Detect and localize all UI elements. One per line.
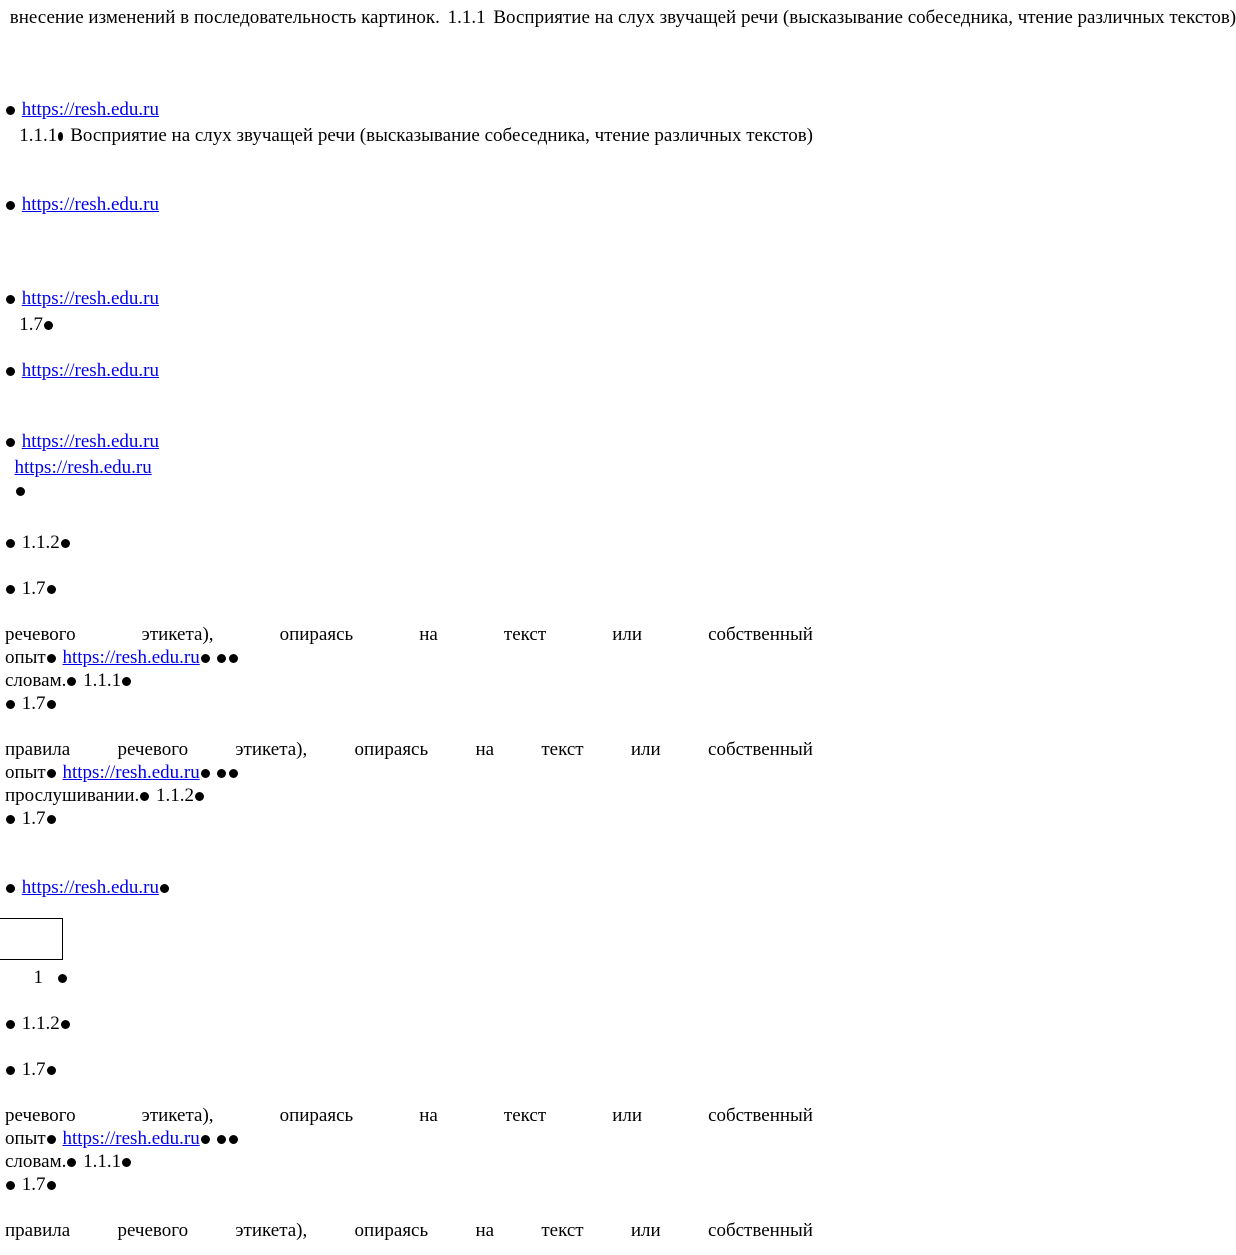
resh-link[interactable]: https://resh.edu.ru <box>21 194 159 215</box>
row-number: 1 <box>33 967 43 988</box>
resh-link[interactable]: https://resh.edu.ru <box>62 762 200 783</box>
text-line <box>5 1081 813 1104</box>
bullet-icon <box>217 654 226 663</box>
text-line <box>5 218 813 241</box>
table-cell-border <box>0 918 63 960</box>
resh-link[interactable]: https://resh.edu.ru <box>21 99 159 120</box>
text-line <box>5 98 813 121</box>
resh-link[interactable]: https://resh.edu.ru <box>21 431 159 452</box>
text-line <box>5 1035 813 1058</box>
text-line <box>5 853 813 876</box>
text-line <box>5 966 813 989</box>
text-line: речевого этикета), опираясь на текст или собственный <box>5 1105 813 1126</box>
bullet-icon <box>122 1158 131 1167</box>
text-line: речевого этикета), опираясь на текст или собственный <box>5 624 813 645</box>
bullet-icon <box>217 1135 226 1144</box>
text-fragment: 1.7 <box>17 808 46 829</box>
text-fragment: 1.7 <box>17 1059 46 1080</box>
bullet-icon <box>6 1066 15 1075</box>
text-fragment: 1.7 <box>17 693 46 714</box>
bullet-icon <box>6 367 15 376</box>
text-line <box>5 6 1236 29</box>
text-fragment: Восприятие на слух звучащей речи (высказывание собеседника, чтение различных текстов) <box>488 7 1236 28</box>
bullet-icon <box>47 1135 56 1144</box>
text-line <box>5 430 813 453</box>
bullet-icon <box>44 321 53 330</box>
text-line <box>5 1058 813 1081</box>
text-line <box>5 531 813 554</box>
text-line <box>5 456 813 479</box>
text-line <box>5 989 813 1012</box>
text-line <box>5 147 813 170</box>
bullet-icon <box>229 769 238 778</box>
bullet-icon <box>47 1066 56 1075</box>
text-line <box>5 807 813 830</box>
bullet-icon <box>47 700 56 709</box>
text-fragment: 1.1.1 <box>19 125 58 146</box>
bullet-icon <box>160 884 169 893</box>
bullet-icon <box>47 654 56 663</box>
bullet-icon <box>47 815 56 824</box>
bullet-icon <box>6 295 15 304</box>
text-line <box>5 52 813 75</box>
text-line <box>5 830 813 853</box>
resh-link[interactable]: https://resh.edu.ru <box>21 877 159 898</box>
text-fragment: 1.7 <box>19 314 43 335</box>
text-line <box>5 876 813 899</box>
text-line <box>5 1173 813 1196</box>
bullet-icon <box>58 132 63 141</box>
bullet-icon <box>6 884 15 893</box>
resh-link[interactable]: https://resh.edu.ru <box>21 360 159 381</box>
bullet-icon <box>195 792 204 801</box>
text-line: прослушивании. 1.1.2 <box>5 784 813 807</box>
bullet-icon <box>229 654 238 663</box>
bullet-icon <box>6 585 15 594</box>
bullet-icon <box>67 1158 76 1167</box>
bullet-icon <box>6 815 15 824</box>
bullet-icon <box>6 700 15 709</box>
text-line <box>5 359 813 382</box>
text-line <box>5 1012 813 1035</box>
bullet-icon <box>61 539 70 548</box>
text-line: правила речевого этикета), опираясь на текст или собственный <box>5 1220 813 1241</box>
text-line <box>5 241 813 264</box>
bullet-icon <box>6 1020 15 1029</box>
text-line: опыт https://resh.edu.ru <box>5 646 813 669</box>
bullet-icon <box>58 974 67 983</box>
bullet-icon <box>16 487 25 496</box>
bullet-icon <box>140 792 149 801</box>
text-line: опыт https://resh.edu.ru <box>5 1127 813 1150</box>
bullet-icon <box>229 1135 238 1144</box>
bullet-icon <box>47 1181 56 1190</box>
bullet-icon <box>47 585 56 594</box>
text-line: словам. 1.1.1 <box>5 669 813 692</box>
text-line <box>5 1196 813 1219</box>
text-fragment: 1.1.1 <box>442 7 486 28</box>
bullet-icon <box>6 1181 15 1190</box>
text-line <box>5 577 813 600</box>
resh-link[interactable]: https://resh.edu.ru <box>62 1128 200 1149</box>
text-line <box>5 554 813 577</box>
text-fragment: 1.1.1 <box>78 670 122 691</box>
bullet-icon <box>6 106 15 115</box>
bullet-icon <box>6 539 15 548</box>
bullet-icon <box>122 677 131 686</box>
bullet-icon <box>201 1135 210 1144</box>
text-fragment: внесение изменений в последовательность картинок. <box>9 7 440 28</box>
text-line: опыт https://resh.edu.ru <box>5 761 813 784</box>
text-line <box>5 715 813 738</box>
text-line <box>5 407 813 430</box>
text-line <box>5 600 813 623</box>
bullet-icon <box>47 769 56 778</box>
text-line <box>5 313 813 336</box>
text-line: правила речевого этикета), опираясь на текст или собственный <box>5 739 813 760</box>
bullet-icon <box>201 654 210 663</box>
bullet-icon <box>201 769 210 778</box>
resh-link[interactable]: https://resh.edu.ru <box>21 288 159 309</box>
text-line <box>5 29 813 52</box>
resh-link[interactable]: https://resh.edu.ru <box>14 457 152 478</box>
bullet-icon <box>6 438 15 447</box>
text-line <box>5 336 813 359</box>
text-line <box>5 287 813 310</box>
bullet-icon <box>67 677 76 686</box>
text-line <box>5 75 813 98</box>
text-fragment: 1.1.1 <box>78 1151 122 1172</box>
text-line: словам. 1.1.1 <box>5 1150 813 1173</box>
text-line <box>5 124 813 147</box>
text-fragment: 1.7 <box>17 1174 46 1195</box>
text-line <box>5 264 813 287</box>
text-line <box>5 170 813 193</box>
text-fragment: 1.1.2 <box>17 1013 60 1034</box>
text-fragment: 1.1.2 <box>151 785 195 806</box>
text-line <box>5 193 813 216</box>
text-line <box>5 384 813 407</box>
bullet-icon <box>61 1020 70 1029</box>
text-line <box>5 508 813 531</box>
text-line <box>5 479 813 502</box>
resh-link[interactable]: https://resh.edu.ru <box>62 647 200 668</box>
bullet-icon <box>217 769 226 778</box>
text-fragment: Восприятие на слух звучащей речи (высказывание собеседника, чтение различных текстов) <box>65 125 813 146</box>
text-line <box>5 692 813 715</box>
bullet-icon <box>6 201 15 210</box>
text-fragment: 1.1.2 <box>17 532 60 553</box>
text-fragment: 1.7 <box>17 578 46 599</box>
